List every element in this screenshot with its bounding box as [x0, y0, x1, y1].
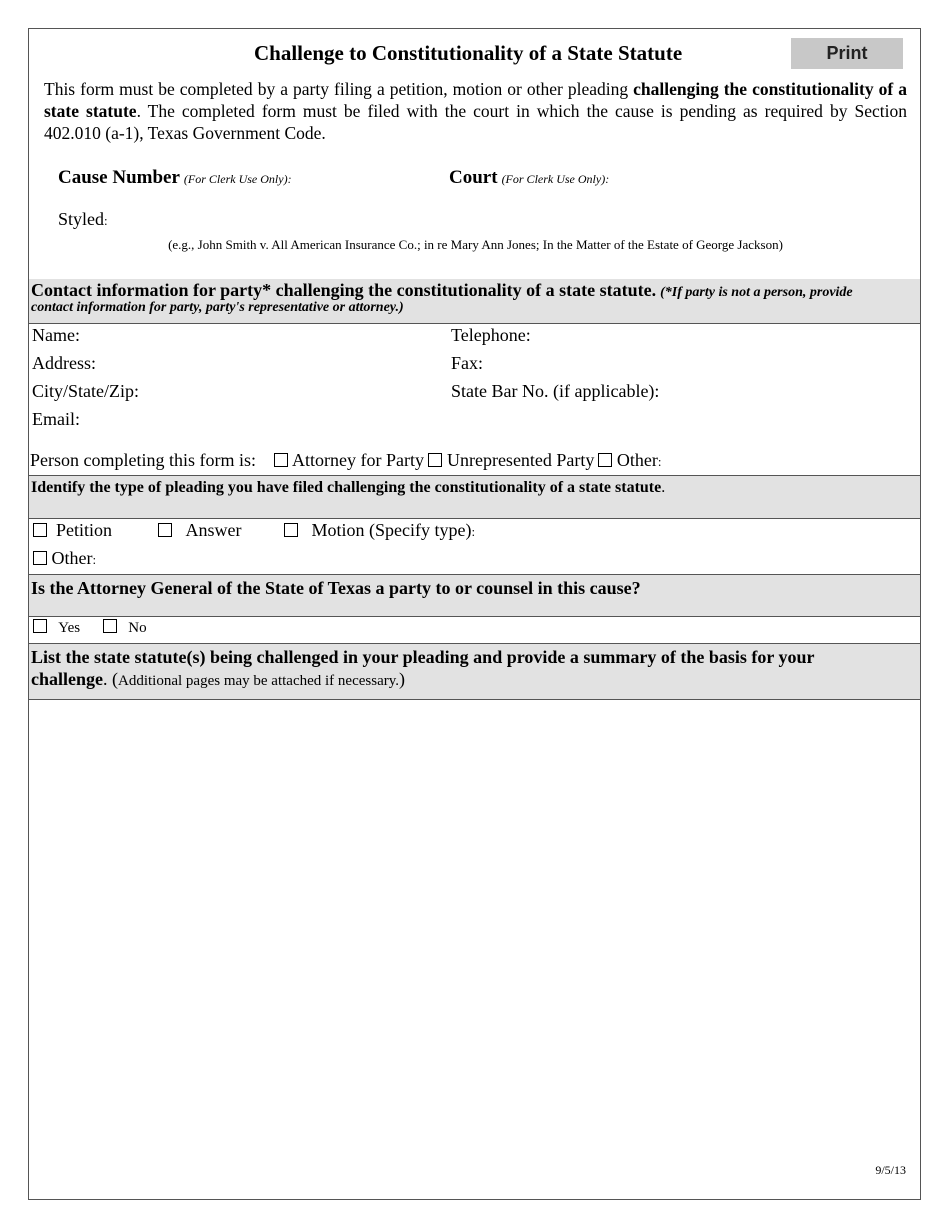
answer-checkbox[interactable]	[158, 523, 172, 537]
form-title: Challenge to Constitutionality of a State Statute	[254, 41, 683, 65]
other-person-option-label[interactable]: Other:	[616, 450, 662, 470]
ag-no-option[interactable]	[103, 619, 147, 637]
statutes-heading-challenge: challenge	[31, 669, 103, 689]
person-completing-label: Person completing this form is:	[30, 450, 256, 470]
answer-option[interactable]	[158, 520, 242, 541]
statutes-heading-note: Additional pages may be attached if necessary.	[118, 673, 400, 689]
person-completing-row	[30, 450, 662, 471]
motion-checkbox[interactable]	[284, 523, 298, 537]
ag-yes-option[interactable]	[33, 619, 80, 637]
styled-example: (e.g., John Smith v. All American Insurance Co.; in re Mary Ann Jones; In the Matter of the Estate of George Jackson)	[168, 237, 783, 252]
ag-yes-checkbox[interactable]	[33, 619, 47, 633]
statutes-heading-period: . (	[103, 669, 118, 689]
statutes-heading-band	[29, 644, 920, 699]
styled-field[interactable]	[58, 209, 108, 230]
petition-option[interactable]	[33, 520, 112, 541]
petition-label: Petition	[56, 520, 113, 540]
divider	[29, 616, 920, 617]
contact-heading: Contact information for party* challenging the constitutionality of a state statute.	[31, 280, 657, 300]
city-state-zip-field[interactable]: City/State/Zip:	[32, 381, 139, 401]
pleading-heading: Identify the type of pleading you have filed challenging the constitutionality of a state statute	[31, 479, 662, 496]
form-revision-date: 9/5/13	[875, 1163, 906, 1177]
statutes-heading-line1: List the state statute(s) being challenged in your pleading and provide a summary of the basis for your	[31, 647, 815, 667]
attorney-option-label: Attorney for Party	[292, 450, 424, 470]
contact-note-open: (	[660, 285, 665, 300]
unrepresented-option-label: Unrepresented Party	[446, 450, 595, 470]
other-pleading-checkbox[interactable]	[33, 551, 47, 565]
pleading-heading-period: .	[661, 479, 666, 496]
other-person-checkbox[interactable]	[598, 453, 612, 467]
telephone-field[interactable]: Telephone:	[451, 325, 531, 345]
styled-label: Styled	[58, 209, 105, 229]
statutes-heading-close: )	[399, 669, 406, 689]
contact-note-line1: *If party is not a person, provide	[664, 285, 853, 300]
cause-number-label: Cause Number	[58, 167, 180, 188]
pleading-heading-band	[29, 476, 920, 518]
state-bar-field[interactable]: State Bar No. (if applicable):	[451, 381, 660, 401]
court-clerk-note: (For Clerk Use Only):	[501, 172, 610, 186]
print-button[interactable]: Print	[791, 38, 903, 69]
answer-label: Answer	[185, 520, 242, 540]
ag-no-checkbox[interactable]	[103, 619, 117, 633]
intro-paragraph: This form must be completed by a party filing a petition, motion or other pleading challenging the constitutionality of a state statute. The completed form must be filed with the court in which the cause is pending as required by Section 402.010 (a-1), Texas Government Code.	[44, 79, 907, 143]
petition-checkbox[interactable]	[33, 523, 47, 537]
court-label: Court	[449, 167, 498, 188]
fax-field[interactable]: Fax:	[451, 353, 484, 373]
contact-note-line2: contact information for party, party's representative or attorney.)	[31, 300, 404, 315]
ag-yes-label: Yes	[58, 620, 81, 636]
contact-heading-band	[29, 279, 920, 323]
attorney-checkbox[interactable]	[274, 453, 288, 467]
court-field[interactable]	[449, 167, 609, 189]
unrepresented-checkbox[interactable]	[428, 453, 442, 467]
motion-colon: :	[471, 524, 476, 539]
other-pleading-colon: :	[92, 552, 97, 567]
statutes-summary-textarea[interactable]	[29, 700, 920, 1150]
divider	[29, 323, 920, 324]
ag-no-label: No	[128, 620, 147, 636]
cause-number-field[interactable]	[58, 167, 292, 189]
motion-option[interactable]	[284, 520, 475, 541]
styled-colon: :	[104, 213, 108, 228]
name-field[interactable]: Name:	[32, 325, 80, 345]
divider	[29, 518, 920, 519]
other-pleading-option[interactable]	[33, 548, 96, 569]
address-field[interactable]: Address:	[32, 353, 96, 373]
attorney-general-question: Is the Attorney General of the State of Texas a party to or counsel in this cause?	[31, 578, 641, 598]
form-page	[28, 28, 921, 1200]
email-field[interactable]: Email:	[32, 409, 80, 429]
cause-clerk-note: (For Clerk Use Only):	[183, 172, 292, 186]
motion-label: Motion (Specify type)	[311, 520, 472, 540]
other-pleading-label: Other	[51, 548, 93, 568]
attorney-general-heading-band	[29, 575, 920, 616]
